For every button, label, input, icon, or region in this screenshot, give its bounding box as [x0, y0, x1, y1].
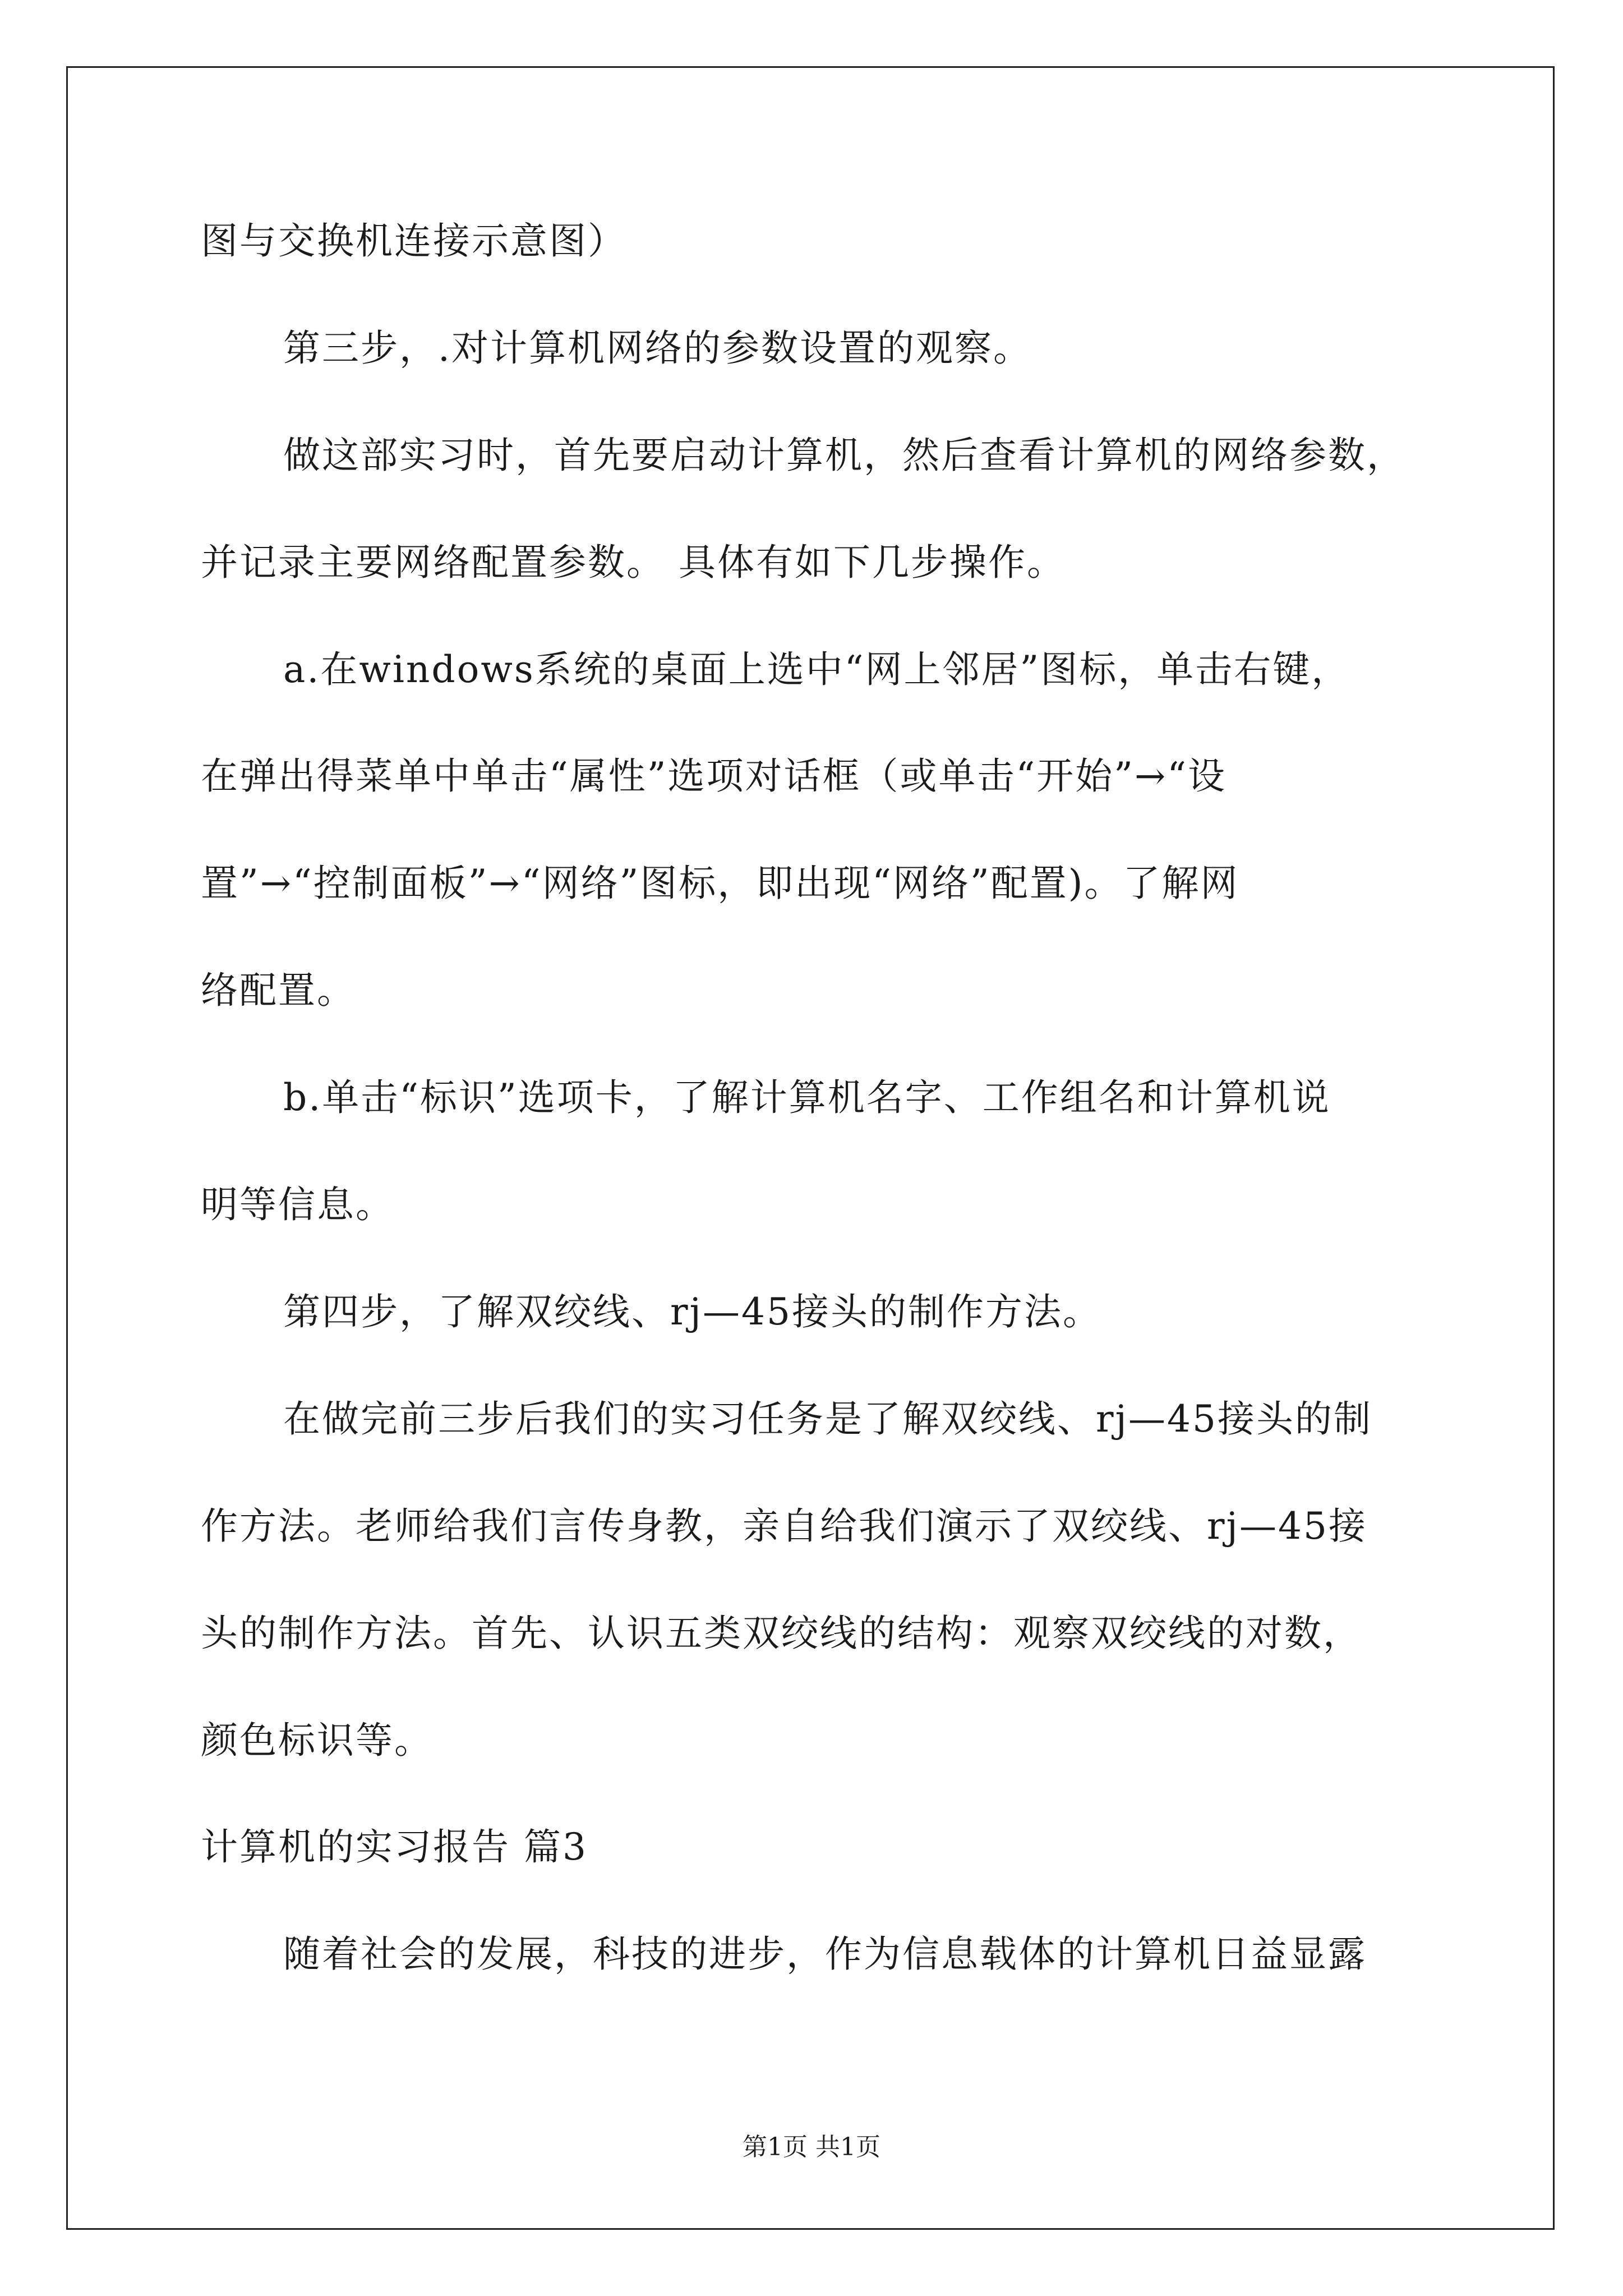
- page-footer: 第1页 共1页: [743, 2133, 880, 2161]
- text-line: 随着社会的发展，科技的进步，作为信息载体的计算机日益显露: [283, 1932, 1367, 1976]
- text-line: a.在windows系统的桌面上选中“网上邻居”图标，单击右键，: [283, 648, 1350, 691]
- text-line: 颜色标识等。: [201, 1719, 433, 1762]
- text-line: 第四步，了解双绞线、rj—45接头的制作方法。: [283, 1290, 1101, 1333]
- text-line: 在做完前三步后我们的实习任务是了解双绞线、rj—45接头的制: [283, 1397, 1372, 1441]
- text-line: 作方法。老师给我们言传身教，亲自给我们演示了双绞线、rj—45接: [201, 1504, 1367, 1548]
- text-line: 并记录主要网络配置参数。 具体有如下几步操作。: [201, 541, 1066, 584]
- text-line: 明等信息。: [201, 1183, 394, 1226]
- text-line: 在弹出得菜单中单击“属性”选项对话框（或单击“开始”→“设: [201, 754, 1227, 798]
- text-line: 络配置。: [201, 969, 356, 1012]
- page-border: [66, 66, 1555, 2230]
- text-line: b.单击“标识”选项卡，了解计算机名字、工作组名和计算机说: [283, 1076, 1331, 1119]
- section-heading: 计算机的实习报告 篇3: [201, 1825, 588, 1869]
- text-line: 头的制作方法。首先、认识五类双绞线的结构：观察双绞线的对数，: [201, 1612, 1362, 1655]
- text-line: 置”→“控制面板”→“网络”图标，即出现“网络”配置)。了解网: [201, 862, 1239, 905]
- text-line: 做这部实习时，首先要启动计算机，然后查看计算机的网络参数，: [283, 434, 1405, 477]
- text-line: 第三步，.对计算机网络的参数设置的观察。: [283, 326, 1032, 370]
- text-line: 图与交换机连接示意图）: [201, 219, 626, 263]
